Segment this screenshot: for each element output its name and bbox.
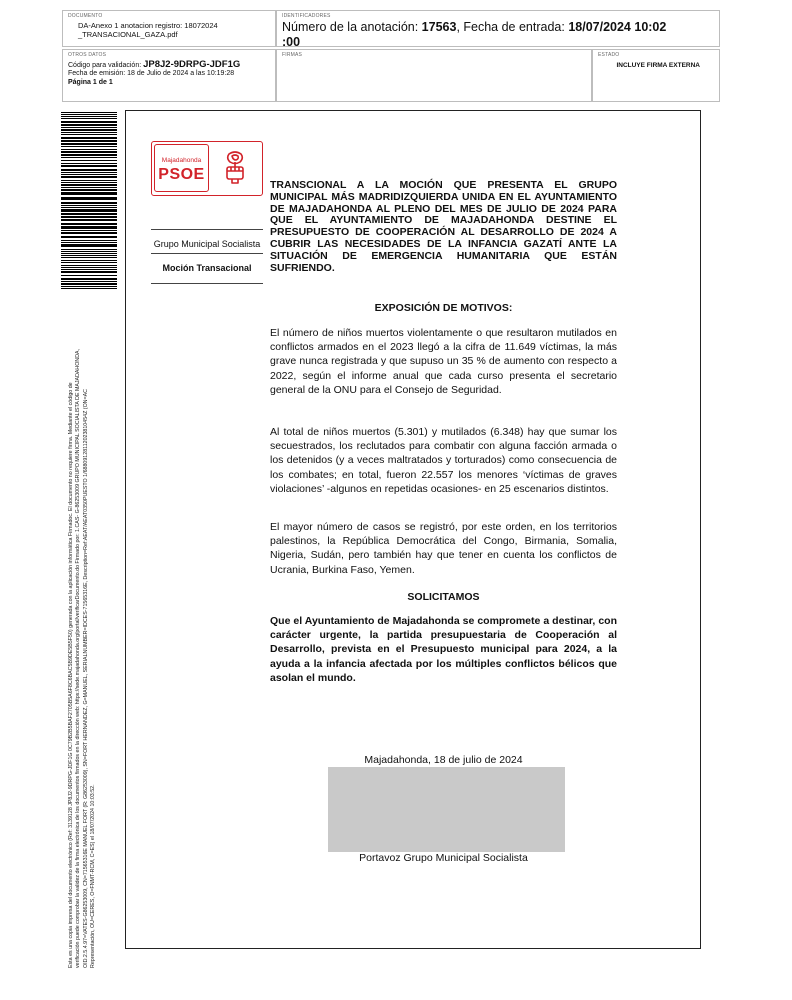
otros-datos-label: OTROS DATOS bbox=[68, 52, 107, 58]
fecha-prefix: , Fecha de entrada: bbox=[456, 20, 569, 34]
logo-wordmark-box bbox=[154, 144, 209, 192]
grupo-label: Grupo Municipal Socialista bbox=[153, 239, 261, 249]
paragraph: El número de niños muertos violentamente o que resultaron mutilados en conflictos armados en el 2023 llegó a la cifra de 11.649 víctimas, la más grave nunca registrada y que supuso un 35 % de aumento con respecto a 2022, según el informe anual que cada curso presenta el secretario general de la ONU para el Consejo de Seguridad. bbox=[270, 327, 617, 396]
estado-box bbox=[592, 49, 720, 102]
estado-label: ESTADO bbox=[598, 52, 620, 58]
paragraph: El mayor número de casos se registró, por este orden, en los territorios palestinos, la República Democrática del Congo, Birmania, Somalia, Nigeria, Sudán, pero también hay que tener en cuenta los conflictos de Ucrania, Burkina Faso, Yemen. bbox=[270, 521, 617, 576]
documento-name-line1: DA-Anexo 1 anotacion registro: 18072024 bbox=[78, 21, 218, 30]
fecha-entrada-seconds: :00 bbox=[282, 35, 301, 49]
otros-datos-box bbox=[62, 49, 276, 102]
documento-name-line2: _TRANSACIONAL_GAZA.pdf bbox=[78, 30, 178, 39]
identificadores-box bbox=[276, 10, 720, 47]
side-text-line: OID.2.5.4.97=VATES-G86253009, CN=71565316E MANUEL FORT (R: G86253009), SN=FORT HERNANDEZ, G=MANUEL, SERIALNUMBER=IDCES-71565316E, Description=Ref:AEAT/AEAT0350PUESTO 1/68809128112023810454Z (ON=AC bbox=[82, 389, 89, 968]
side-text-line: Esta es una copia impresa del documento electrónico (Ref: 3139128 JP8J2-9DRPG-JDF1G 0C79B2B5BAF2705B5A6F8C6BAC5B9DE5B5F50) generada con la aplicación informática Firmadoc. El documento no requiere firma. Mediante el código de bbox=[68, 382, 74, 968]
side-text-line: Representación, OU=CERES, O=FNMT-RCM, C=ES) el 18/07/2024 10:03:52. bbox=[90, 784, 97, 968]
fecha-entrada: 18/07/2024 10:02 bbox=[568, 20, 667, 34]
pagina-count: Página 1 de 1 bbox=[68, 78, 113, 86]
document-title: TRANSCIONAL A LA MOCIÓN QUE PRESENTA EL GRUPO MUNICIPAL MÁS MADRIDIZQUIERDA UNIDA EN EL AYUNTAMIENTO DE MAJADAHONDA AL PLENO DEL MES DE JULIO DE 2024 PARA QUE EL AYUNTAMIENTO DE MAJADAHONDA DESTINE EL PRESUPUESTO DE COOPERACIÓN AL DESARROLLO DE 2024 A CUBRIR LAS NECESIDADES DE LA INFANCIA GAZATÍ ANTE LA SITUACIÓN DE EMERGENCIA HUMANITARIA QUE ESTÁN SUFRIENDO. bbox=[270, 179, 617, 274]
sidebar-divider bbox=[151, 229, 263, 230]
side-text-line: verificación puede comprobar la validez de la firma electrónica de los documentos firmados en la dirección web: https://sede.majadahonda.org/portal/verificarDocumento.do Firmado por: 1.CAS- G-86253009 GRUPO MUNICIPAL SOCIALISTA DE MAJADAHONDA, bbox=[75, 348, 82, 968]
firmas-label: FIRMAS bbox=[282, 52, 303, 58]
anotacion-prefix: Número de la anotación: bbox=[282, 20, 422, 34]
signature-redacted-block bbox=[328, 767, 565, 852]
documento-box bbox=[62, 10, 276, 47]
side-legal-text bbox=[68, 298, 98, 968]
place-date: Majadahonda, 18 de julio de 2024 bbox=[364, 754, 523, 766]
logo-city: Majadahonda bbox=[161, 157, 202, 164]
barcode bbox=[61, 112, 117, 290]
documento-label: DOCUMENTO bbox=[68, 13, 103, 19]
mocion-type-label: Moción Transacional bbox=[162, 263, 252, 273]
fecha-emision: Fecha de emisión: 18 de Julio de 2024 a las 10:19:28 bbox=[68, 70, 235, 78]
firmas-box bbox=[276, 49, 592, 102]
exposicion-heading: EXPOSICIÓN DE MOTIVOS: bbox=[374, 302, 513, 314]
solicitamos-heading: SOLICITAMOS bbox=[407, 591, 480, 603]
anotacion-line bbox=[282, 20, 714, 34]
anotacion-number: 17563 bbox=[421, 20, 457, 34]
logo-party: PSOE bbox=[158, 166, 205, 183]
signature-caption: Portavoz Grupo Municipal Socialista bbox=[359, 852, 528, 864]
codigo-validacion-label: Código para validación: bbox=[68, 62, 144, 69]
solicitamos-body: Que el Ayuntamiento de Majadahonda se compromete a destinar, con carácter urgente, la partida presupuestaria de Cooperación al Desarrollo, prevista en el Presupuesto municipal para 2024, a la ayuda a la infancia afectada por los múltiples conflictos bélicos que asolan el mundo. bbox=[270, 615, 617, 684]
paragraph: Al total de niños muertos (5.301) y mutilados (6.348) hay que sumar los secuestrados, los reclutados para combatir con alguna facción armada o los detenidos (y a veces maltratados y torturados) como consecuencia de los combates; en total, fueron 22.557 los menores ‘víctimas de graves violaciones’ -algunos en repetidas ocasiones- en 25 escenarios distintos. bbox=[270, 426, 617, 495]
sidebar-divider bbox=[151, 253, 263, 254]
fist-rose-icon bbox=[220, 150, 250, 184]
psoe-logo bbox=[151, 141, 263, 196]
identificadores-label: IDENTIFICADORES bbox=[282, 13, 331, 19]
estado-value: INCLUYE FIRMA EXTERNA bbox=[616, 62, 700, 69]
sidebar-divider bbox=[151, 283, 263, 284]
codigo-validacion: JP8J2-9DRPG-JDF1G bbox=[143, 59, 241, 70]
